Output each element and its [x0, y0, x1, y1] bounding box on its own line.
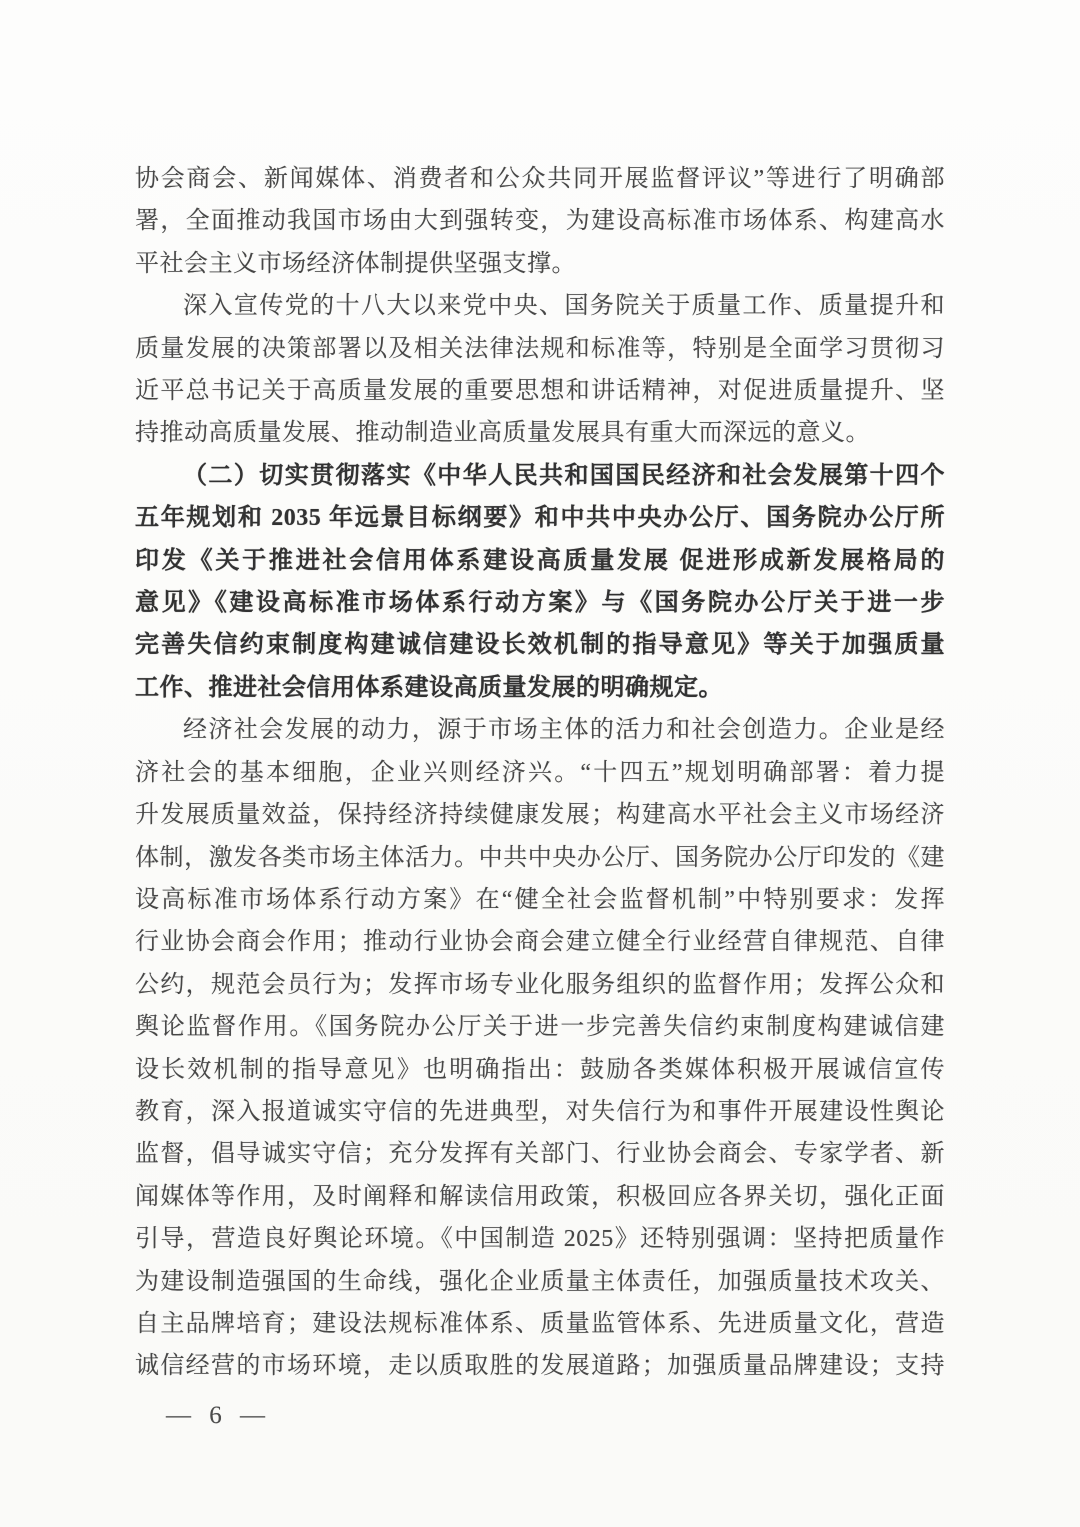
text-line: 为建设制造强国的生命线，强化企业质量主体责任，加强质量技术攻关、	[135, 1268, 945, 1295]
text-line: 持推动高质量发展、推动制造业高质量发展具有重大而深远的意义。	[135, 420, 870, 447]
paragraph-continuation	[135, 158, 945, 285]
page-footer	[166, 1399, 271, 1433]
text-line: 设高标准市场体系行动方案》在“健全社会监督机制”中特别要求：发挥	[135, 886, 945, 913]
text-line: （二）切实贯彻落实《中华人民共和国国民经济和社会发展第十四个	[183, 462, 945, 489]
text-line: 工作、推进社会信用体系建设高质量发展的明确规定。	[135, 674, 723, 701]
text-line: 教育，深入报道诚实守信的先进典型，对失信行为和事件开展建设性舆论	[135, 1098, 945, 1125]
text-line: 深入宣传党的十八大以来党中央、国务院关于质量工作、质量提升和	[183, 293, 945, 320]
text-line: 引导，营造良好舆论环境。《中国制造 2025》还特别强调：坚持把质量作	[135, 1226, 945, 1253]
text-line: 署，全面推动我国市场由大到强转变，为建设高标准市场体系、构建高水	[135, 208, 945, 235]
text-line: 经济社会发展的动力，源于市场主体的活力和社会创造力。企业是经	[183, 717, 945, 744]
text-line: 意见》《建设高标准市场体系行动方案》与《国务院办公厅关于进一步	[135, 590, 945, 617]
text-line: 行业协会商会作用；推动行业协会商会建立健全行业经营自律规范、自律	[135, 929, 945, 956]
text-line: 济社会的基本细胞，企业兴则经济兴。“十四五”规划明确部署：着力提	[135, 759, 945, 786]
paragraph-propaganda-significance	[135, 285, 945, 455]
paragraph-market-vitality	[135, 709, 945, 1388]
text-line: 舆论监督作用。《国务院办公厅关于进一步完善失信约束制度构建诚信建	[135, 1014, 945, 1041]
page-number: — 6 —	[166, 1402, 271, 1429]
text-line: 协会商会、新闻媒体、消费者和公众共同开展监督评议”等进行了明确部	[135, 166, 945, 192]
body-text	[135, 158, 945, 1388]
text-line: 平社会主义市场经济体制提供坚强支撑。	[135, 250, 576, 277]
text-line: 近平总书记关于高质量发展的重要思想和讲话精神，对促进质量提升、坚	[135, 378, 945, 405]
text-line: 自主品牌培育；建设法规标准体系、质量监管体系、先进质量文化，营造	[135, 1310, 945, 1337]
text-line: 完善失信约束制度构建诚信建设长效机制的指导意见》等关于加强质量	[135, 632, 945, 659]
text-line: 诚信经营的市场环境，走以质取胜的发展道路；加强质量品牌建设；支持	[135, 1353, 945, 1380]
text-line: 闻媒体等作用，及时阐释和解读信用政策，积极回应各界关切，强化正面	[135, 1183, 945, 1210]
text-line: 五年规划和 2035 年远景目标纲要》和中共中央办公厅、国务院办公厅所	[135, 505, 945, 532]
text-line: 公约，规范会员行为；发挥市场专业化服务组织的监督作用；发挥公众和	[135, 971, 945, 998]
text-line: 升发展质量效益，保持经济持续健康发展；构建高水平社会主义市场经济	[135, 802, 945, 829]
text-line: 监督，倡导诚实守信；充分发挥有关部门、行业协会商会、专家学者、新	[135, 1141, 945, 1168]
text-line: 体制，激发各类市场主体活力。中共中央办公厅、国务院办公厅印发的《建	[135, 844, 945, 871]
text-line: 质量发展的决策部署以及相关法律法规和标准等，特别是全面学习贯彻习	[135, 335, 945, 362]
text-line: 印发《关于推进社会信用体系建设高质量发展 促进形成新发展格局的	[135, 547, 945, 574]
paragraph-section-two-heading	[135, 455, 945, 709]
text-line: 设长效机制的指导意见》也明确指出：鼓励各类媒体积极开展诚信宣传	[135, 1056, 945, 1083]
